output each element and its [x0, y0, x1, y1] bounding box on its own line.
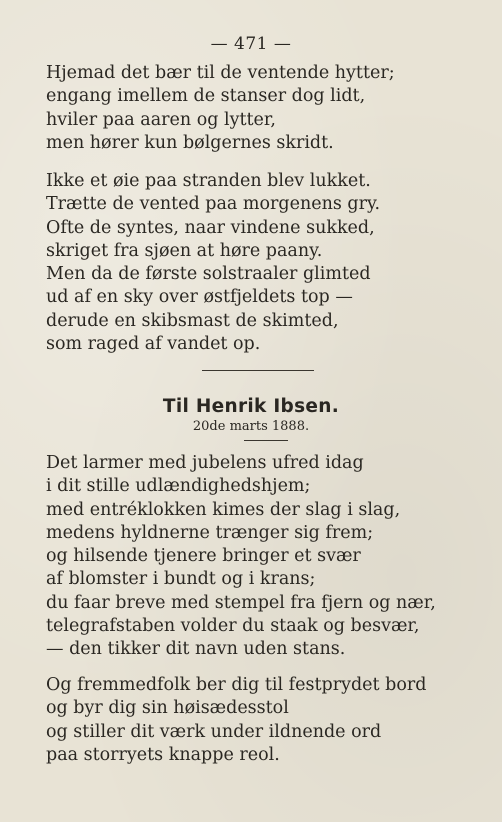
verse-line: telegrafstaben volder du staak og besvær,: [46, 616, 420, 637]
verse-line: Og fremmedfolk ber dig til festprydet bord: [46, 675, 427, 695]
verse-line: og hilsende tjenere bringer et svær: [46, 546, 361, 567]
verse-line: Ofte de syntes, naar vindene sukked,: [46, 217, 375, 238]
verse-line: med entréklokken kimes der slag i slag,: [46, 499, 401, 520]
verse-line: af blomster i bundt og i krans;: [46, 569, 316, 590]
verse-line: Ikke et øie paa stranden blev lukket.: [46, 171, 371, 191]
stanza: [46, 452, 436, 662]
verse-line: du faar breve med stempel fra fjern og nær,: [46, 592, 436, 613]
verse-line: medens hyldnerne trænger sig frem;: [46, 522, 374, 543]
poem-title: Til Henrik Ibsen.: [162, 396, 340, 417]
verse-line: derude en skibsmast de skimted,: [46, 310, 339, 331]
stanza: [46, 674, 426, 767]
title-divider: [244, 440, 288, 441]
verse-line: paa storryets knappe reol.: [46, 744, 280, 765]
poem-date: 20de marts 1888.: [192, 419, 310, 434]
verse-line: og byr dig sin høisædesstol: [46, 698, 289, 719]
verse-line: Det larmer med jubelens ufred idag: [46, 453, 364, 473]
verse-line: men hører kun bølgernes skridt.: [46, 132, 334, 153]
verse-line: engang imellem de stanser dog lidt,: [46, 86, 366, 107]
verse-line: ud af en sky over østfjeldets top —: [46, 287, 353, 308]
page-number: — 471 —: [210, 34, 292, 54]
verse-line: — den tikker dit navn uden stans.: [46, 639, 346, 660]
verse-line: Men da de første solstraaler glimted: [46, 264, 371, 285]
verse-line: Hjemad det bær til de ventende hytter;: [46, 63, 395, 83]
stanza: [46, 62, 395, 155]
verse-line: i dit stille udlændighedshjem;: [46, 476, 311, 497]
verse-line: hviler paa aaren og lytter,: [46, 109, 276, 130]
verse-line: Trætte de vented paa morgenens gry.: [46, 194, 381, 215]
stanza: [46, 170, 380, 356]
verse-line: skriget fra sjøen at høre paany.: [46, 240, 323, 261]
verse-line: og stiller dit værk under ildnende ord: [46, 721, 382, 742]
verse-line: som raged af vandet op.: [46, 334, 261, 355]
section-divider: [202, 370, 314, 371]
